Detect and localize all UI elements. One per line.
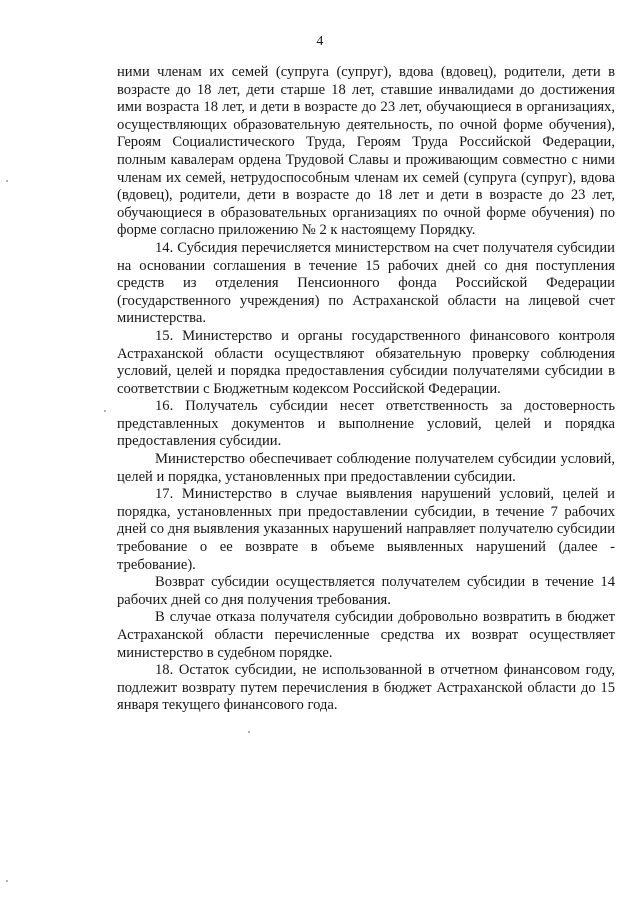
- paragraph-continuation: ними членам их семей (супруга (супруг), вдова (вдовец), родители, дети в возрасте до 18 лет, дети старше 18 лет, ставшие инвалидами до достижения ими возраста 18 лет, и дети в возрасте до 23 лет, обучающиеся в организациях, осуществляющих образовательную деятельность, по очной форме обучения), Героям Социалистического Труда, Героям Труда Российской Федерации, полным кавалерам ордена Трудовой Славы и проживающим совместно с ними членам их семей, нетрудоспособным членам их семей (супруга (супруг), вдова (вдовец), родители, дети в возрасте до 18 лет и дети в возрасте до 23 лет, обучающиеся в образовательных организациях по очной форме обучения) по форме согласно приложению № 2 к настоящему Порядку.: [117, 64, 615, 239]
- paragraph-item-15: 15. Министерство и органы государственного финансового контроля Астраханской области осуществляют обязательную проверку соблюдения условий, целей и порядка предоставления субсидии получателями субсидии в соответствии с Бюджетным кодексом Российской Федерации.: [117, 327, 615, 397]
- paragraph-item-17: 17. Министерство в случае выявления нарушений условий, целей и порядка, установленных при предоставлении субсидии, в течение 7 рабочих дней со дня выявления указанных нарушений направляет получателю субсидии требование о ее возврате в объеме выявленных нарушений (далее - требование).: [117, 486, 615, 573]
- paragraph-item-14: 14. Субсидия перечисляется министерством на счет получателя субсидии на основании соглашения в течение 15 рабочих дней со дня поступления средств из отделения Пенсионного фонда Российской Федерации (государственного учреждения) по Астраханской области на лицевой счет министерства.: [117, 239, 615, 327]
- page-number: 4: [316, 34, 324, 49]
- paragraph-item-18: 18. Остаток субсидии, не использованной в отчетном финансовом году, подлежит возврату путем перечисления в бюджет Астраханской области до 15 января текущего финансового года.: [117, 662, 615, 714]
- scan-speck: [248, 731, 250, 733]
- paragraph-item-17-court: В случае отказа получателя субсидии добровольно возвратить в бюджет Астраханской области перечисленные средства их возврат осуществляет министерство в судебном порядке.: [117, 609, 615, 661]
- paragraph-item-16-control: Министерство обеспечивает соблюдение получателем субсидии условий, целей и порядка, установленных при предоставлении субсидии.: [117, 451, 615, 485]
- document-body: [117, 64, 615, 715]
- paragraph-item-17-refund: Возврат субсидии осуществляется получателем субсидии в течение 14 рабочих дней со дня получения требования.: [117, 574, 615, 608]
- paragraph-item-16: 16. Получатель субсидии несет ответственность за достоверность представленных документов и выполнение условий, целей и порядка предоставления субсидии.: [117, 398, 615, 450]
- scan-speck: [6, 180, 8, 182]
- scan-speck: [6, 880, 8, 882]
- scan-speck: [104, 410, 106, 412]
